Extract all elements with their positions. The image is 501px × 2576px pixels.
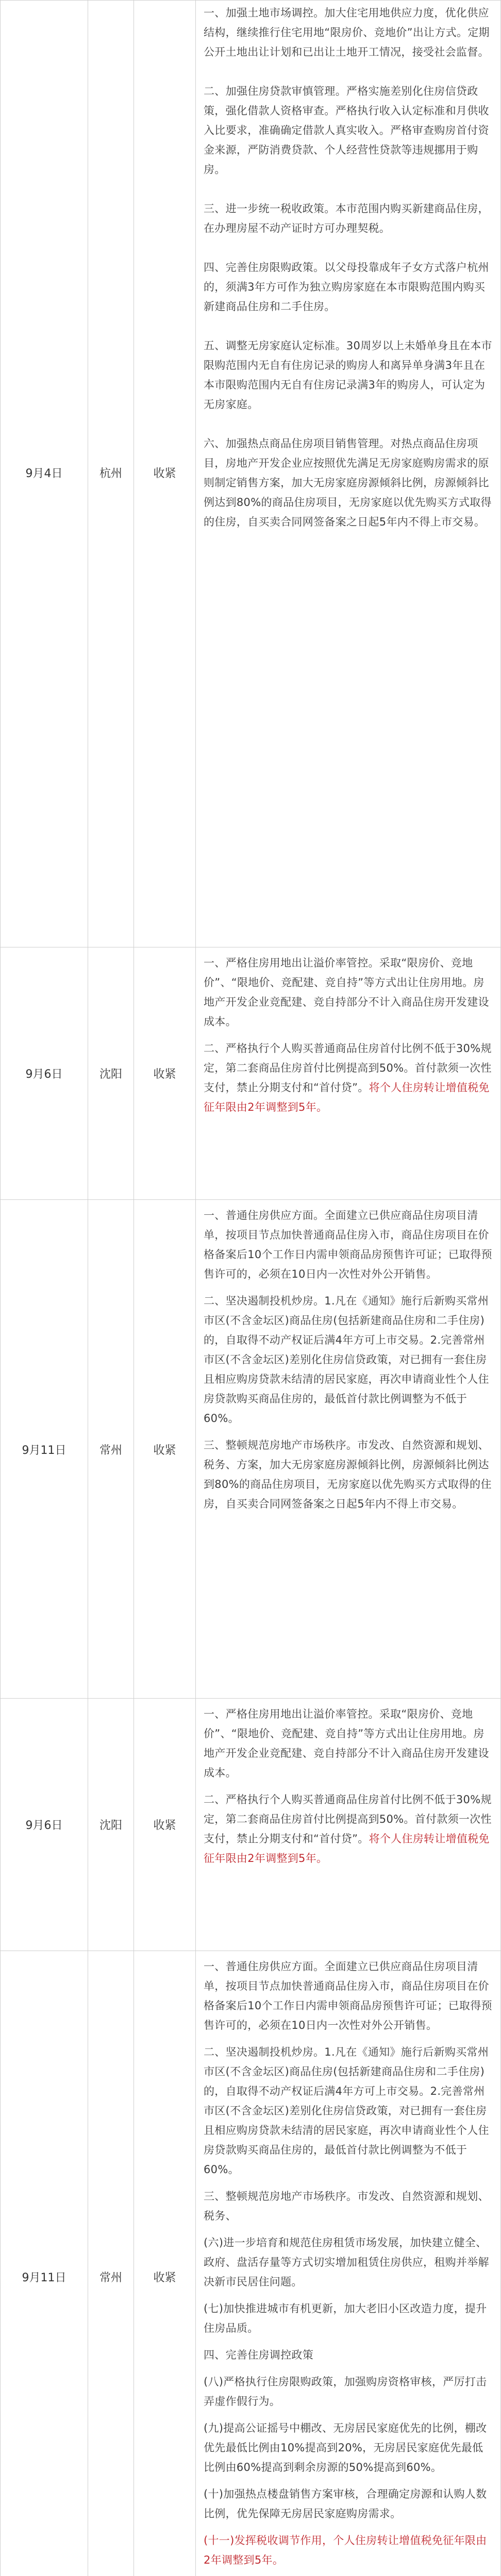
policy-type-cell: 收紧 <box>153 1068 176 1081</box>
highlighted-policy-text: (十一)发挥税收调节作用，个人住房转让增值税免征年限由2年调整到5年。 <box>204 2534 487 2566</box>
date-cell: 9月4日 <box>25 467 63 480</box>
policy-paragraph: (九)提高公证摇号中棚改、无房居民家庭优先的比例，棚改优先最低比例由10%提高到20%，无房居民家庭优先最低比例由60%提高到剩余房源的50%提高到60%。 <box>204 2422 487 2473</box>
policy-paragraph: 三、整顿规范房地产市场秩序。市发改、自然资源和规划、税务、 <box>204 2190 489 2222</box>
policy-content-cell <box>204 1704 492 1888</box>
policy-paragraph: 一、严格住房用地出让溢价率管控。采取“限房价、竞地价”、“限地价、竞配建、竞自持”等方式出让住房用地。房地产开发企业竞配建、竞自持部分不计入商品住房开发建设成本。 <box>204 957 489 1028</box>
city-cell: 杭州 <box>99 467 122 480</box>
policy-paragraph: 二、坚决遏制投机炒房。1.凡在《通知》施行后新购买常州市区(不含金坛区)商品住房(包括新建商品住房和二手住房)的，自取得不动产权证后满4年方可上市交易。2.完善常州市区(不含金坛区)差别化住房信贷政策，对已拥有一套住房且相应购房贷款未结清的居民家庭，再次申请商业性个人住房贷款购买商品住房的，最低首付款比例调整为不低于60%。 <box>204 1295 489 1425</box>
city-cell: 沈阳 <box>99 1819 122 1832</box>
city-cell: 沈阳 <box>99 1068 122 1081</box>
city-cell: 常州 <box>99 2272 122 2284</box>
policy-paragraph: 四、完善住房调控政策 <box>204 2349 313 2361</box>
policy-type-cell: 收紧 <box>153 2272 176 2284</box>
highlighted-policy-text: 将个人住房转让增值税免征年限由2年调整到5年。 <box>204 1081 490 1113</box>
policy-type-cell: 收紧 <box>153 1444 176 1457</box>
policy-paragraph: (八)严格执行住房限购政策，加强购房资格审核，严厉打击弄虚作假行为。 <box>204 2376 487 2408</box>
policy-content-cell <box>204 1206 492 1521</box>
date-cell: 9月11日 <box>22 2272 66 2284</box>
date-cell: 9月11日 <box>22 1444 66 1457</box>
policy-paragraph: 一、严格住房用地出让溢价率管控。采取“限房价、竞地价”、“限地价、竞配建、竞自持”等方式出让住房用地。房地产开发企业竞配建、竞自持部分不计入商品住房开发建设成本。 <box>204 1708 489 1779</box>
policy-paragraph: 六、加强热点商品住房项目销售管理。对热点商品住房项目，房地产开发企业应按照优先满足无房家庭购房需求的原则制定销售方案，加大无房家庭房源倾斜比例，房源倾斜比例达到80%的商品住房项目，无房家庭以优先购买方式取得的住房，自买卖合同网签备案之日起5年内不得上市交易。 <box>204 437 492 528</box>
policy-paragraph: 一、加强土地市场调控。加大住宅用地供应力度，优化供应结构，继续推行住宅用地“限房价、竞地价”出让方式。定期公开土地出让计划和已出让土地开工情况，接受社会监督。 <box>204 7 490 58</box>
policy-paragraph: 一、普通住房供应方面。全面建立已供应商品住房项目清单，按项目节点加快普通商品住房入市，商品住房项目在价格备案后10个工作日内需申领商品房预售许可证；已取得预售许可的，必须在10日内一次性对外公开销售。 <box>204 1209 492 1280</box>
policy-paragraph: (十)加强热点楼盘销售方案审核，合理确定房源和认购人数比例，优先保障无房居民家庭购房需求。 <box>204 2488 487 2520</box>
policy-paragraph: 二、加强住房贷款审慎管理。严格实施差别化住房信贷政策，强化借款人资格审查。严格执行收入认定标准和月供收入比要求，准确确定借款人真实收入。严格审查购房首付资金来源，严防消费贷款、个人经营性贷款等违规挪用于购房。 <box>204 85 489 176</box>
policy-paragraph-text: 二、严格执行个人购买普通商品住房首付比例不低于30%规定，第二套商品住房首付比例提高到50%。首付款须一次性支付，禁止分期支付和“首付贷”。 <box>204 1793 492 1845</box>
policy-content-cell <box>204 3 492 551</box>
policy-paragraph: 二、坚决遏制投机炒房。1.凡在《通知》施行后新购买常州市区(不含金坛区)商品住房(包括新建商品住房和二手住房)的，自取得不动产权证后满4年方可上市交易。2.完善常州市区(不含金坛区)差别化住房信贷政策，对已拥有一套住房且相应购房贷款未结清的居民家庭，再次申请商业性个人住房贷款购买商品住房的，最低首付款比例调整为不低于60%。 <box>204 2046 489 2176</box>
policy-type-cell: 收紧 <box>153 1819 176 1832</box>
city-cell: 常州 <box>99 1444 122 1457</box>
highlighted-policy-text: 将个人住房转让增值税免征年限由2年调整到5年。 <box>204 1833 490 1865</box>
policy-paragraph: 一、普通住房供应方面。全面建立已供应商品住房项目清单，按项目节点加快普通商品住房入市，商品住房项目在价格备案后10个工作日内需申领商品房预售许可证；已取得预售许可的，必须在10日内一次性对外公开销售。 <box>204 1960 492 2031</box>
date-cell: 9月6日 <box>25 1819 63 1832</box>
row-divider <box>0 1199 501 1200</box>
column-divider <box>133 0 134 2576</box>
row-divider <box>0 1698 501 1699</box>
policy-paragraph: (六)进一步培育和规范住房租赁市场发展，加快建立健全、政府、盘活存量等方式切实增加租赁住房供应，租购并举解决新市民居住问题。 <box>204 2236 489 2288</box>
date-cell: 9月6日 <box>25 1068 63 1081</box>
policy-type-cell: 收紧 <box>153 467 176 480</box>
policy-paragraph-text: 二、严格执行个人购买普通商品住房首付比例不低于30%规定，第二套商品住房首付比例提高到50%。首付款须一次性支付，禁止分期支付和“首付贷”。 <box>204 1042 492 1094</box>
column-divider <box>0 0 1 2576</box>
policy-content-cell <box>204 953 492 1137</box>
policy-paragraph: 四、完善住房限购政策。以父母投靠成年子女方式落户杭州的，须满3年方可作为独立购房家庭在本市限购范围内购买新建商品住房和二手住房。 <box>204 261 489 313</box>
policy-paragraph: 三、进一步统一税收政策。本市范围内购买新建商品住房，在办理房屋不动产证时方可办理契税。 <box>204 202 489 234</box>
policy-paragraph: (七)加快推进城市有机更新，加大老旧小区改造力度，提升住房品质。 <box>204 2302 487 2334</box>
policy-paragraph: 五、调整无房家庭认定标准。30周岁以上未婚单身且在本市限购范围内无自有住房记录的购房人和离异单身满3年且在本市限购范围内无自有住房记录满3年的购房人，可认定为无房家庭。 <box>204 340 492 411</box>
row-divider <box>0 0 501 1</box>
policy-paragraph <box>204 1790 492 1868</box>
column-divider <box>195 0 196 2576</box>
policy-content-cell <box>204 1957 492 2576</box>
policy-paragraph: 三、整顿规范房地产市场秩序。市发改、自然资源和规划、税务、方案，加大无房家庭房源倾斜比例，房源倾斜比例达到80%的商品住房项目，无房家庭以优先购买方式取得的住房，自买卖合同网签备案之日起5年内不得上市交易。 <box>204 1439 492 1510</box>
policy-paragraph <box>204 1039 492 1117</box>
